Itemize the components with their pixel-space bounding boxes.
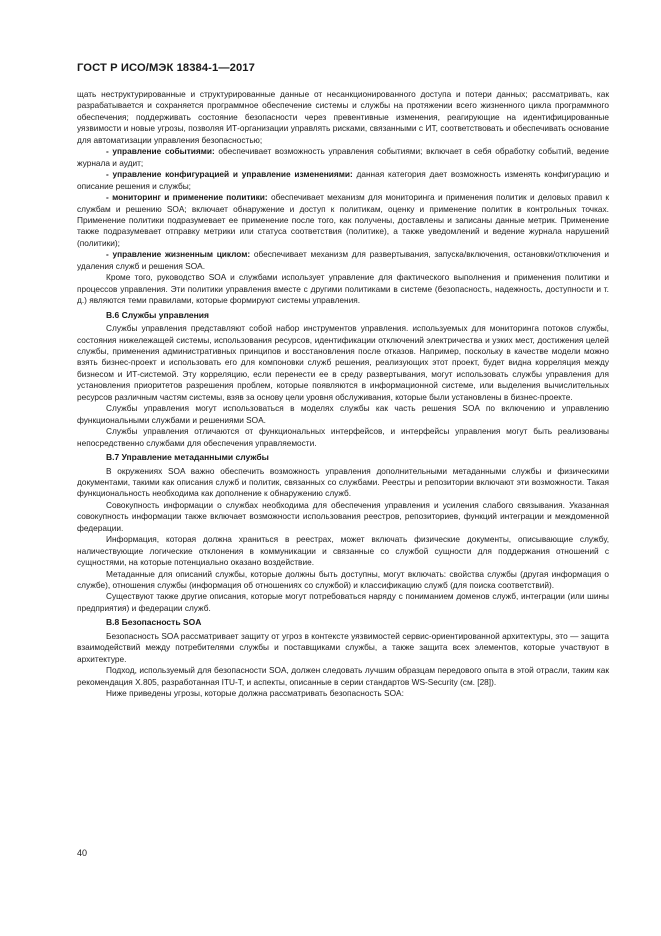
paragraph: Информация, которая должна храниться в реестрах, может включать физические документы, описывающие службу, наличествующие логические отклонения в коммуникации и связанные со службой сущности для поддержания отношений с сущностями, на которые потенциально оказано воздействие. [77, 534, 609, 568]
paragraph: Ниже приведены угрозы, которые должна рассматривать безопасность SOA: [106, 688, 404, 699]
section-heading-b6: В.6 Службы управления [106, 309, 209, 320]
intro-closing-paragraph: Кроме того, руководство SOA и службами использует управление для фактического выполнения и применения политики и процессов управления. Эти политики управления вместе с другими политиками в системе (безопасность, надежность, доступности и т. д.) являются теми правилами, которые формируют системы управления. [77, 272, 609, 306]
list-item-policy-monitoring [77, 192, 609, 249]
paragraph: Существуют также другие описания, которые могут потребоваться наряду с пониманием доменов служб, интеграции (или шины предприятия) и федерации служб. [77, 591, 609, 613]
paragraph: Службы управления отличаются от функциональных интерфейсов, и интерфейсы управления могут быть реализованы непосредственно службами для обеспечения управляемости. [77, 426, 609, 448]
paragraph: Службы управления могут использоваться в моделях службы как часть решения SOA по включению и управлению функциональными службами и решениями SOA. [77, 403, 609, 425]
list-item-term: - управление событиями: [106, 146, 215, 157]
document-header: ГОСТ Р ИСО/МЭК 18384-1—2017 [77, 62, 255, 74]
paragraph: Метаданные для описаний службы, которые должны быть доступны, могут включать: свойства службы (другая информация о службе), отношения службы (информация об отношениях со службой) и классификацию служб (для поиска соответствий). [77, 568, 609, 591]
paragraph: Службы управления представляют собой набор инструментов управления. используемых для мониторинга потоков службы, состояния нижележащей системы, использования ресурсов, идентификации отключений электричества и узких мест, достижения целей службы, применения административных принципов и восстановления после отказов. Например, поскольку в качестве модели можно взять бизнес-проект и использовать его для компоновки служб решения, реализующих этот проект, будет видна корреляция между бизнесом и ИТ-системой. Эту корреляцию, если перенести ее в среду развертывания, могут использовать службы управления для установления приоритетов разрешения проблем, которые появляются в информационной системе, или выделения вычислительных ресурсов различным частям системы, взяв за основу цели уровня обслуживания, которые были установлены в бизнес-проекте. [77, 323, 609, 402]
section-heading-b8: В.8 Безопасность SOA [106, 617, 202, 628]
intro-continuation: щать неструктурированные и структурированные данные от несанкционированного доступа и потери данных; рассматривать, как разрабатывается и сохраняется программное обеспечение системы и службы на протяжении всего жизненного цикла программного обеспечения; поддерживать состояние безопасности через превентивные изменения, реагирующие на идентифицированные уязвимости и новые угрозы, позволяя ИТ-организации управлять рисками, связанными с ИТ, соответствовать и обеспечивать основание для автоматизации управления безопасностью; [77, 89, 609, 145]
list-item-text: обеспечивает возможность управления событиями; включает в себя обработку событий, ведение журнала и аудит; [77, 146, 609, 168]
document-body [77, 89, 609, 700]
page-number: 40 [77, 848, 88, 858]
list-item-event-management [77, 146, 609, 169]
list-item-term: - управление жизненным циклом: [106, 249, 251, 260]
list-item-lifecycle-management [77, 249, 609, 272]
list-item-text: обеспечивает механизм для мониторинга и применения политик и деловых правил к службам и решению SOA; включает обнаружение и доступ к политикам, оценку и применение политик в контрольных точках. Применение политики подразумевает ее применение после того, как получены, доставлены и записаны данные метрик. Применение также подразумевает отправку метрики или статуса соответствия (политике), а также уведомлений и ведение журнала нарушений (политики); [77, 192, 609, 248]
list-item-configuration-management [77, 169, 609, 192]
list-item-text: обеспечивает механизм для развертывания, запуска/включения, остановки/отключения и удаления служб и решения SOA. [77, 249, 609, 271]
list-item-term: - управление конфигурацией и управление изменениями: [106, 169, 353, 180]
list-item-text: данная категория дает возможность изменять конфигурацию и описание решения и службы; [77, 169, 609, 191]
paragraph: Безопасность SOA рассматривает защиту от угроз в контексте уязвимостей сервис-ориентированной архитектуры, это — защита взаимодействий между потребителями службы и поставщиками службы, а также защита всех элементов, которые участвуют в архитектуре. [77, 630, 609, 664]
list-item-term: - мониторинг и применение политики: [106, 192, 268, 203]
paragraph: Подход, используемый для безопасности SOA, должен следовать лучшим образцам передового опыта в этой отрасли, таким как рекомендация X.805, разработанная ITU-T, и аспекты, описанные в серии стандартов WS-Security (см. [28]). [77, 665, 609, 687]
section-heading-b7: В.7 Управление метаданными службы [106, 452, 269, 463]
paragraph: Совокупность информации о службах необходима для обеспечения управления и усиления слабого связывания. Указанная совокупность информации также включает возможности использования реестров, репозиториев, функций интеграции и междоменной федерации. [77, 499, 609, 533]
paragraph: В окружениях SOA важно обеспечить возможность управления дополнительными метаданными службы и физическими документами, такими как описания служб и политик, связанных со службами. Реестры и репозитории включают эти возможности. Такая функциональность необходима как дополнение к обнаружению служб. [77, 465, 609, 499]
